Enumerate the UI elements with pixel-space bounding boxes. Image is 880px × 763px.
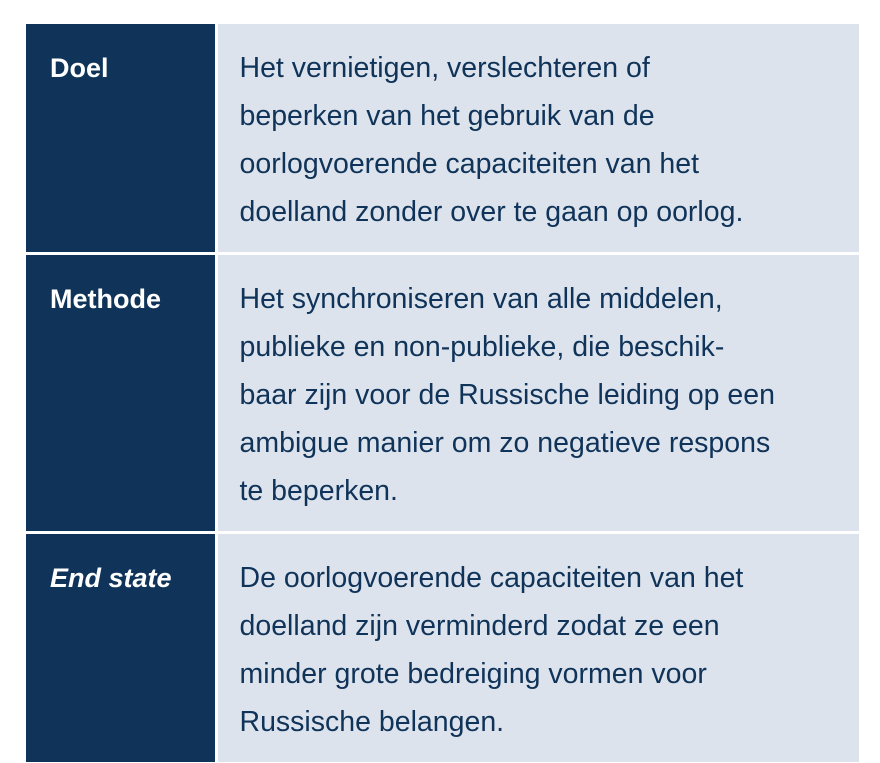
row-value-text: De oorlogvoerende capaciteiten van het doelland zijn verminderd zodat ze een minder grote bedreiging vormen voor Russische belangen.: [239, 562, 744, 738]
info-table: [26, 24, 859, 762]
table-row-end-state: [26, 533, 859, 763]
row-label-doel: Doel: [26, 24, 216, 254]
table-row-doel: [26, 24, 859, 254]
row-value-end-state: [216, 533, 859, 763]
row-value-methode: [216, 254, 859, 533]
row-label-end-state: End state: [26, 533, 216, 763]
row-value-text: Het synchroniseren van alle middelen, publieke en non-publieke, die beschik- baar zijn voor de Russische leiding op een ambigue manier om zo negatieve respons te beperken.: [239, 283, 775, 507]
table-row-methode: [26, 254, 859, 533]
row-value-doel: [216, 24, 859, 254]
row-label-methode: Methode: [26, 254, 216, 533]
row-value-text: Het vernietigen, verslechteren of beperken van het gebruik van de oorlogvoerende capaciteiten van het doelland zonder over te gaan op oorlog.: [239, 52, 744, 228]
